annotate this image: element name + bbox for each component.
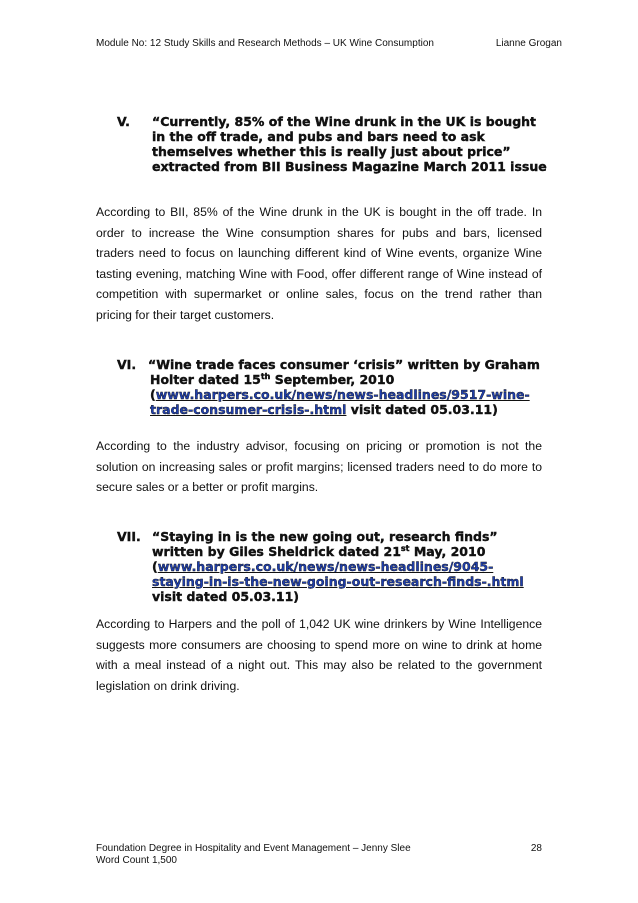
section-vi-paragraph: According to the industry advisor, focusing on pricing or promotion is not the solution on increasing sales or profit margins; licensed traders need to do more to secure sales or a better or profit margins. [96,439,542,495]
footer-page-number: 28 [530,843,542,854]
section-v-heading [117,114,547,174]
section-v-paragraph: According to BII, 85% of the Wine drunk in the UK is bought in the off trade. In order to increase the Wine consumption shares for pubs and bars, licensed traders need to focus on launching different kind of Wine events, organize Wine tasting evening, matching Wine with Food, offer different range of Wine instead of competition with supermarket or online sales, focus on the trend rather than pricing for their target customers. [96,205,542,322]
section-vii-paragraph: According to Harpers and the poll of 1,042 UK wine drinkers by Wine Intelligence suggests more consumers are choosing to spend more on wine to drink at home with a meal instead of a night out. This may also be related to the government legislation on drink driving. [96,617,542,693]
section-vi-number: VI. [117,357,137,372]
section-vi-title: “Wine trade faces consumer ‘crisis” written by Graham Holter dated 15th September, 2010 (www.harpers.co.uk/news/news-headlines/9517-wine-trade-consumer-crisis-.html visit dated 05.03.11) [148,357,540,417]
section-vii-heading [117,529,547,604]
section-vi-link[interactable]: www.harpers.co.uk/news/news-headlines/9517-wine-trade-consumer-crisis-.html [150,387,530,417]
header-module-title: Module No: 12 Study Skills and Research Methods – UK Wine Consumption [96,38,434,49]
section-v-number: V. [117,114,130,129]
section-vi-heading [117,357,547,417]
footer-course: Foundation Degree in Hospitality and Event Management – Jenny Slee [96,843,411,854]
header-author: Lianne Grogan [495,38,562,49]
page-header [96,38,562,49]
page-footer [96,843,542,867]
section-vii-title: “Staying in is the new going out, research finds” written by Giles Sheldrick dated 21st May, 2010 (www.harpers.co.uk/news/news-headlines/9045-staying-in-is-the-new-going-out-research-finds-.html visit dated 05.03.11) [152,529,524,604]
footer-word-count: Word Count 1,500 [96,855,177,866]
section-vii-number: VII. [117,529,141,544]
section-vii-link[interactable]: www.harpers.co.uk/news/news-headlines/9045-staying-in-is-the-new-going-out-research-finds-.html [152,559,524,589]
section-v-title: “Currently, 85% of the Wine drunk in the UK is bought in the off trade, and pubs and bars need to ask themselves whether this is really just about price” extracted from BII Business Magazine March 2011 issue [152,114,547,174]
